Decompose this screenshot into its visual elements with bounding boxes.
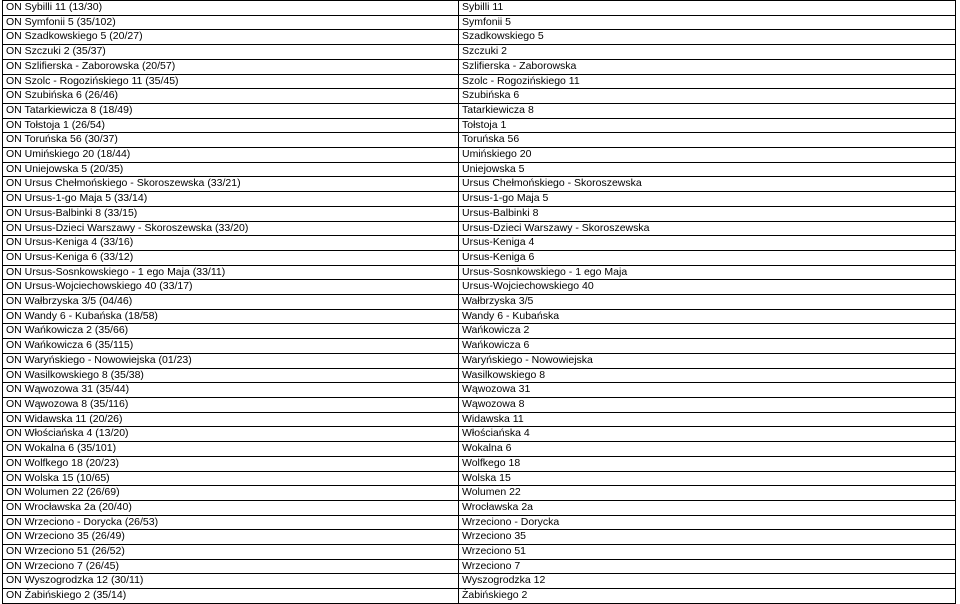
cell-full-name: ON Szolc - Rogozińskiego 11 (35/45) [3, 74, 459, 89]
cell-short-name: Wrzeciono 7 [459, 559, 956, 574]
cell-full-name: ON Wasilkowskiego 8 (35/38) [3, 368, 459, 383]
cell-short-name: Tatarkiewicza 8 [459, 103, 956, 118]
cell-full-name: ON Żabińskiego 2 (35/14) [3, 589, 459, 604]
cell-short-name: Szadkowskiego 5 [459, 30, 956, 45]
table-row [3, 339, 956, 354]
cell-full-name: ON Uniejowska 5 (20/35) [3, 162, 459, 177]
cell-short-name: Symfonii 5 [459, 15, 956, 30]
table-row [3, 309, 956, 324]
cell-short-name: Wrzeciono - Dorycka [459, 515, 956, 530]
cell-full-name: ON Szadkowskiego 5 (20/27) [3, 30, 459, 45]
cell-full-name: ON Włościańska 4 (13/20) [3, 427, 459, 442]
cell-full-name: ON Wandy 6 - Kubańska (18/58) [3, 309, 459, 324]
cell-full-name: ON Szubińska 6 (26/46) [3, 89, 459, 104]
cell-short-name: Ursus-1-go Maja 5 [459, 192, 956, 207]
table-row [3, 74, 956, 89]
cell-short-name: Wałbrzyska 3/5 [459, 295, 956, 310]
table-row [3, 412, 956, 427]
cell-short-name: Wańkowicza 2 [459, 324, 956, 339]
cell-full-name: ON Ursus-1-go Maja 5 (33/14) [3, 192, 459, 207]
table-row [3, 148, 956, 163]
cell-short-name: Waryńskiego - Nowowiejska [459, 353, 956, 368]
cell-full-name: ON Symfonii 5 (35/102) [3, 15, 459, 30]
table-row [3, 324, 956, 339]
table-row [3, 45, 956, 60]
cell-short-name: Uniejowska 5 [459, 162, 956, 177]
cell-short-name: Wokalna 6 [459, 442, 956, 457]
cell-full-name: ON Tołstoja 1 (26/54) [3, 118, 459, 133]
table-row [3, 162, 956, 177]
table-row [3, 221, 956, 236]
cell-short-name: Wolfkego 18 [459, 456, 956, 471]
cell-short-name: Wyszogrodzka 12 [459, 574, 956, 589]
table-row [3, 530, 956, 545]
cell-full-name: ON Ursus-Keniga 6 (33/12) [3, 250, 459, 265]
table-row [3, 177, 956, 192]
cell-full-name: ON Wokalna 6 (35/101) [3, 442, 459, 457]
cell-full-name: ON Toruńska 56 (30/37) [3, 133, 459, 148]
cell-full-name: ON Wąwozowa 8 (35/116) [3, 397, 459, 412]
table-row [3, 250, 956, 265]
table-row [3, 133, 956, 148]
cell-full-name: ON Widawska 11 (20/26) [3, 412, 459, 427]
table-row [3, 545, 956, 560]
table-row [3, 30, 956, 45]
table-row [3, 103, 956, 118]
cell-full-name: ON Wąwozowa 31 (35/44) [3, 383, 459, 398]
cell-full-name: ON Ursus-Balbinki 8 (33/15) [3, 206, 459, 221]
cell-full-name: ON Wrzeciono 35 (26/49) [3, 530, 459, 545]
table-row [3, 192, 956, 207]
cell-full-name: ON Wyszogrodzka 12 (30/11) [3, 574, 459, 589]
table-row [3, 206, 956, 221]
cell-short-name: Umińskiego 20 [459, 148, 956, 163]
cell-short-name: Tołstoja 1 [459, 118, 956, 133]
cell-full-name: ON Sybilli 11 (13/30) [3, 1, 459, 16]
cell-short-name: Szubińska 6 [459, 89, 956, 104]
cell-full-name: ON Wańkowicza 6 (35/115) [3, 339, 459, 354]
cell-short-name: Ursus Chełmońskiego - Skoroszewska [459, 177, 956, 192]
cell-full-name: ON Wrzeciono 51 (26/52) [3, 545, 459, 560]
cell-full-name: ON Tatarkiewicza 8 (18/49) [3, 103, 459, 118]
table-row [3, 471, 956, 486]
cell-short-name: Wąwozowa 31 [459, 383, 956, 398]
cell-full-name: ON Wolumen 22 (26/69) [3, 486, 459, 501]
table-row [3, 118, 956, 133]
cell-short-name: Widawska 11 [459, 412, 956, 427]
table-row [3, 500, 956, 515]
cell-short-name: Sybilli 11 [459, 1, 956, 16]
cell-short-name: Szolc - Rogozińskiego 11 [459, 74, 956, 89]
cell-full-name: ON Wolfkego 18 (20/23) [3, 456, 459, 471]
cell-short-name: Toruńska 56 [459, 133, 956, 148]
cell-full-name: ON Ursus-Wojciechowskiego 40 (33/17) [3, 280, 459, 295]
cell-short-name: Ursus-Keniga 4 [459, 236, 956, 251]
cell-full-name: ON Wałbrzyska 3/5 (04/46) [3, 295, 459, 310]
table-row [3, 427, 956, 442]
table-row [3, 456, 956, 471]
cell-short-name: Wasilkowskiego 8 [459, 368, 956, 383]
cell-full-name: ON Szczuki 2 (35/37) [3, 45, 459, 60]
cell-short-name: Szlifierska - Zaborowska [459, 59, 956, 74]
table-row [3, 236, 956, 251]
cell-full-name: ON Wańkowicza 2 (35/66) [3, 324, 459, 339]
cell-short-name: Wrzeciono 51 [459, 545, 956, 560]
table-row [3, 89, 956, 104]
cell-full-name: ON Wrzeciono - Dorycka (26/53) [3, 515, 459, 530]
table-row [3, 295, 956, 310]
cell-short-name: Wolumen 22 [459, 486, 956, 501]
cell-short-name: Szczuki 2 [459, 45, 956, 60]
table-row [3, 1, 956, 16]
table-row [3, 280, 956, 295]
table-row [3, 383, 956, 398]
cell-short-name: Ursus-Balbinki 8 [459, 206, 956, 221]
table-row [3, 442, 956, 457]
cell-full-name: ON Ursus-Sosnkowskiego - 1 ego Maja (33/11) [3, 265, 459, 280]
cell-full-name: ON Ursus-Keniga 4 (33/16) [3, 236, 459, 251]
cell-full-name: ON Umińskiego 20 (18/44) [3, 148, 459, 163]
cell-short-name: Ursus-Keniga 6 [459, 250, 956, 265]
cell-full-name: ON Szlifierska - Zaborowska (20/57) [3, 59, 459, 74]
cell-full-name: ON Ursus Chełmońskiego - Skoroszewska (33/21) [3, 177, 459, 192]
cell-full-name: ON Waryńskiego - Nowowiejska (01/23) [3, 353, 459, 368]
table-row [3, 59, 956, 74]
table-row [3, 368, 956, 383]
cell-short-name: Ursus-Sosnkowskiego - 1 ego Maja [459, 265, 956, 280]
cell-short-name: Wańkowicza 6 [459, 339, 956, 354]
table-row [3, 515, 956, 530]
cell-full-name: ON Wrzeciono 7 (26/45) [3, 559, 459, 574]
table-row [3, 486, 956, 501]
table-body [3, 1, 956, 604]
table-row [3, 574, 956, 589]
cell-short-name: Żabińskiego 2 [459, 589, 956, 604]
cell-short-name: Ursus-Wojciechowskiego 40 [459, 280, 956, 295]
table-row [3, 559, 956, 574]
data-table [2, 0, 956, 604]
cell-short-name: Wąwozowa 8 [459, 397, 956, 412]
cell-full-name: ON Ursus-Dzieci Warszawy - Skoroszewska (33/20) [3, 221, 459, 236]
table-row [3, 353, 956, 368]
cell-short-name: Wrocławska 2a [459, 500, 956, 515]
table-row [3, 265, 956, 280]
cell-short-name: Włościańska 4 [459, 427, 956, 442]
cell-short-name: Wrzeciono 35 [459, 530, 956, 545]
cell-short-name: Ursus-Dzieci Warszawy - Skoroszewska [459, 221, 956, 236]
cell-short-name: Wandy 6 - Kubańska [459, 309, 956, 324]
cell-short-name: Wolska 15 [459, 471, 956, 486]
cell-full-name: ON Wrocławska 2a (20/40) [3, 500, 459, 515]
cell-full-name: ON Wolska 15 (10/65) [3, 471, 459, 486]
table-row [3, 15, 956, 30]
table-row [3, 397, 956, 412]
